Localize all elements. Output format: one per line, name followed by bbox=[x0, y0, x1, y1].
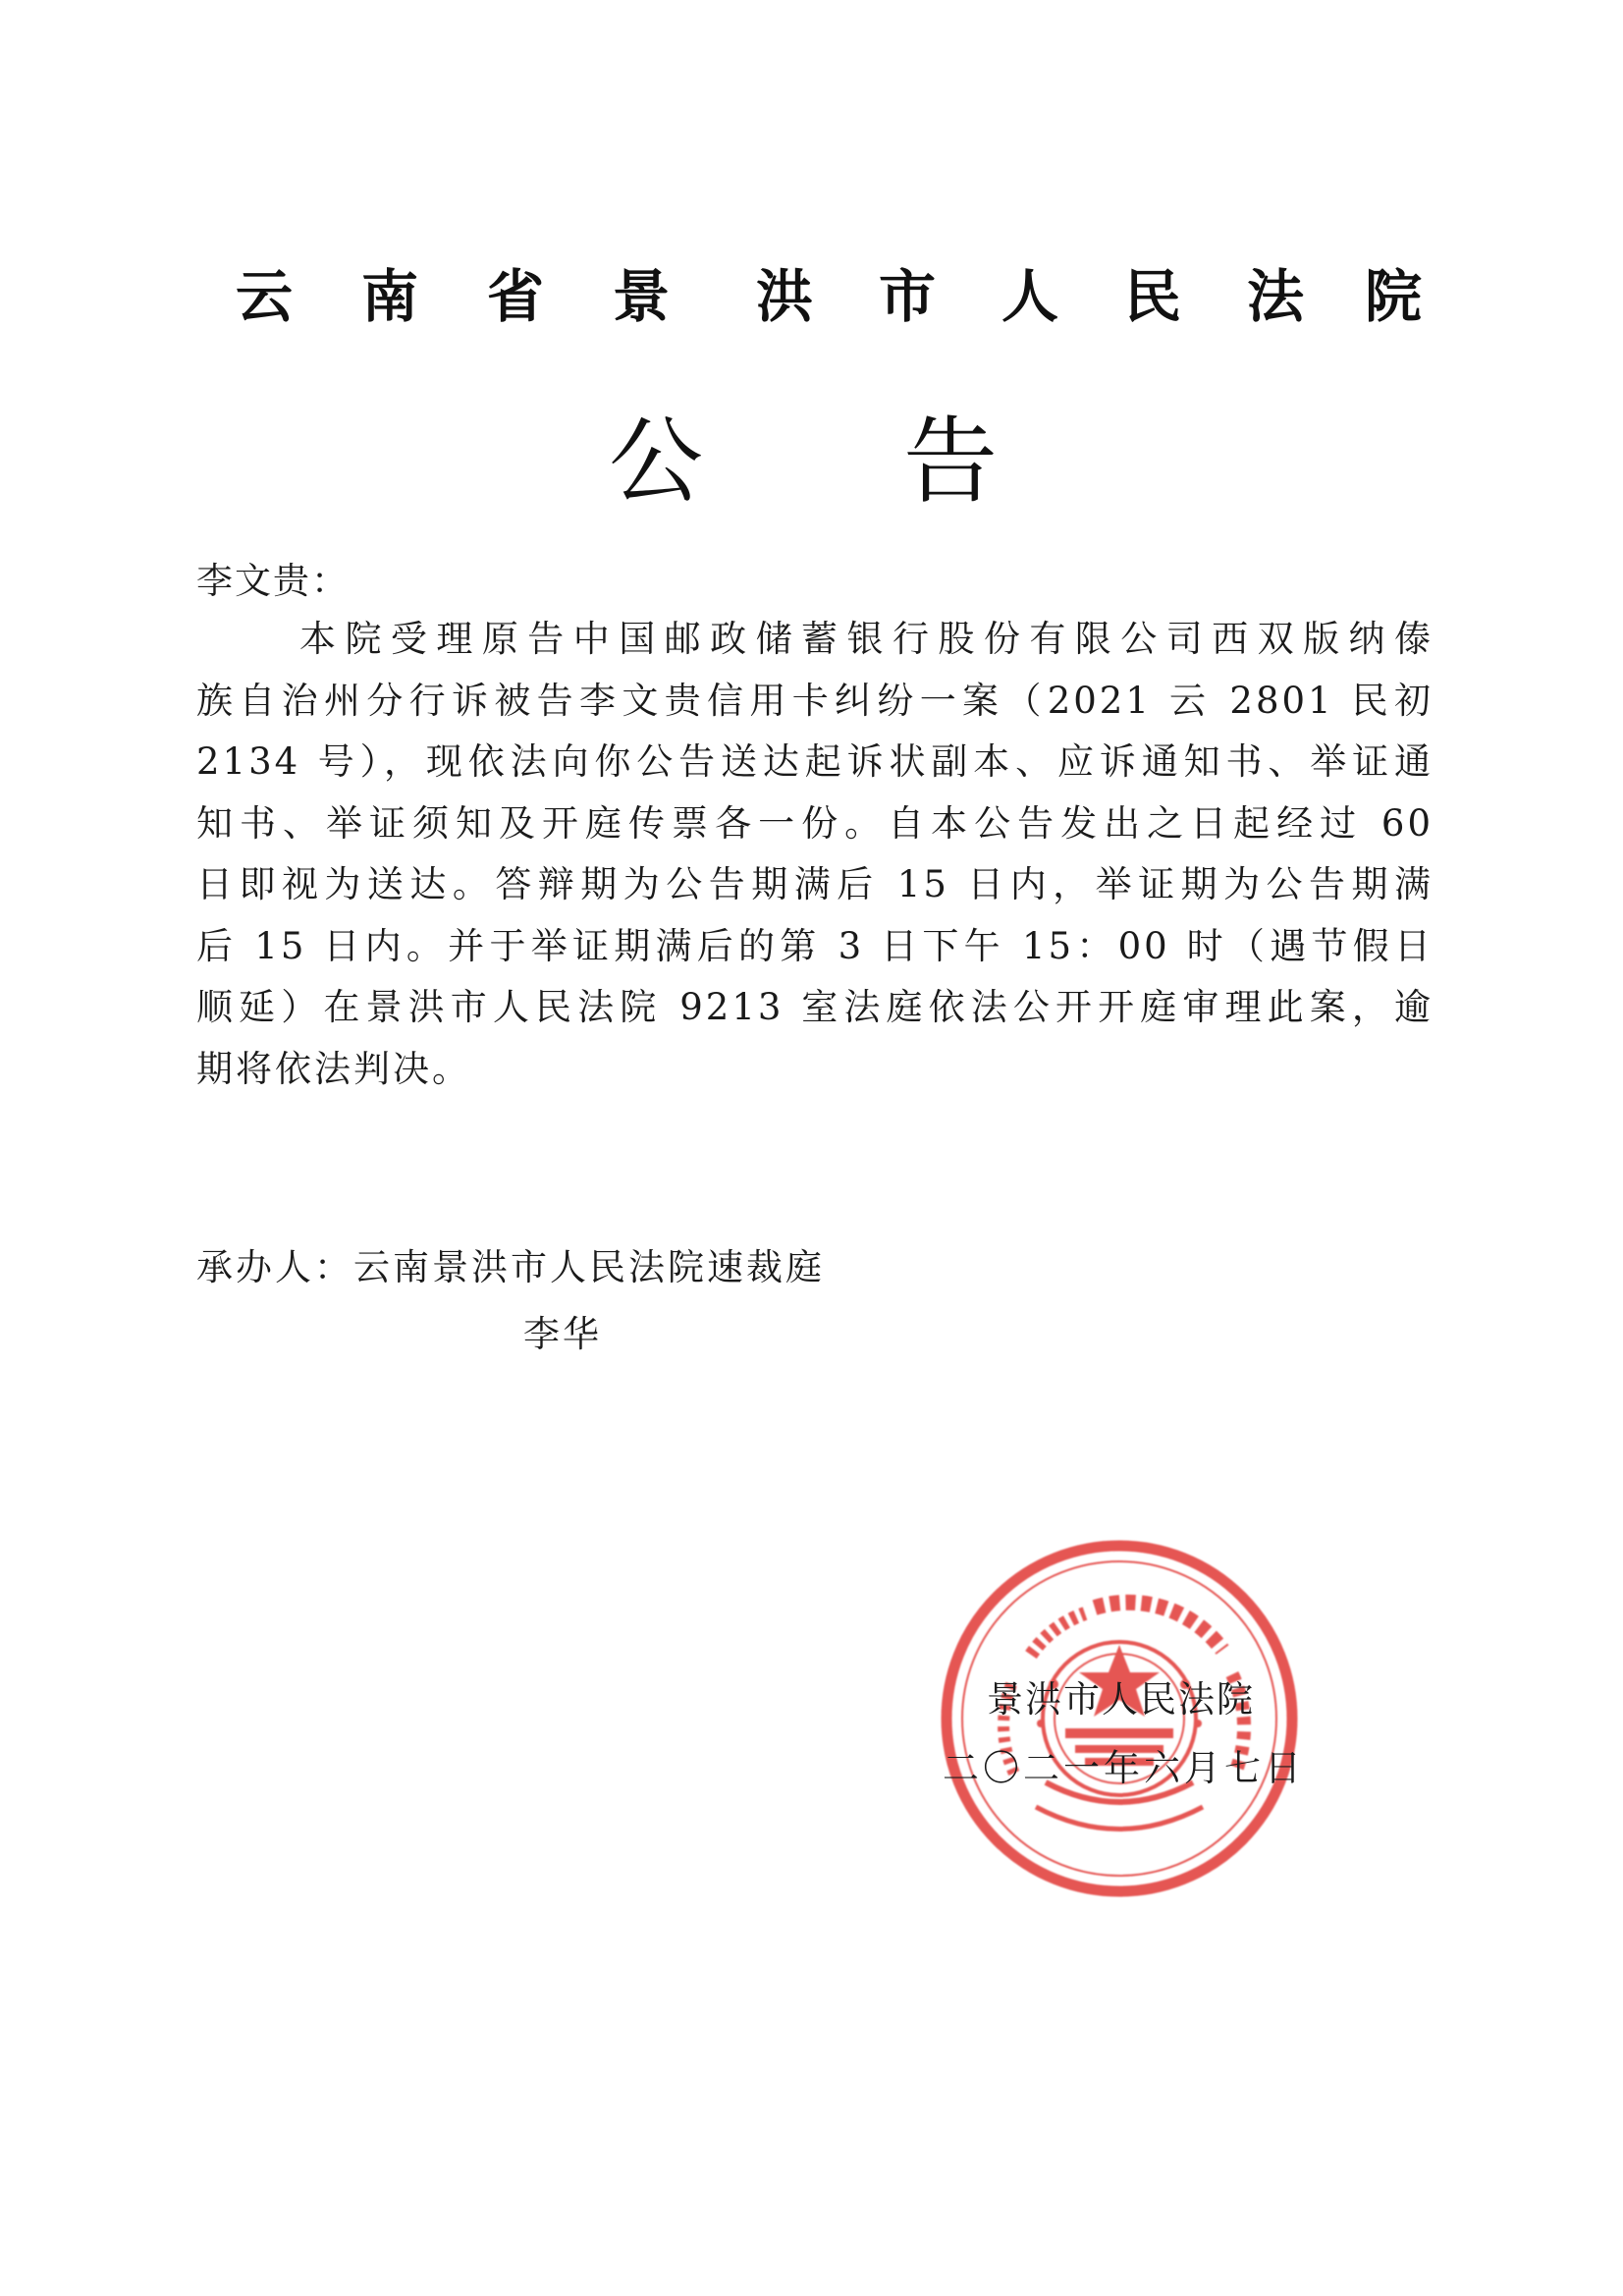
court-name-char: 南 bbox=[361, 263, 419, 330]
notice-body bbox=[196, 609, 1434, 1100]
court-name-char: 民 bbox=[1124, 263, 1182, 330]
body-line: 顺延）在景洪市人民法院 9213 室法庭依法公开开庭审理此案，逾 bbox=[196, 986, 1434, 1028]
signature-court: 景洪市人民法院 bbox=[987, 1678, 1255, 1721]
court-name-heading bbox=[236, 257, 1423, 336]
court-name-char: 省 bbox=[487, 263, 545, 330]
signature-date: 二〇二一年六月七日 bbox=[943, 1747, 1305, 1789]
notice-title-char: 告 bbox=[903, 407, 998, 517]
handler-label: 承办人：云南景洪市人民法院速裁庭 bbox=[196, 1246, 825, 1288]
court-name-char: 洪 bbox=[756, 263, 814, 330]
court-name-char: 景 bbox=[613, 263, 671, 330]
addressee: 李文贵： bbox=[196, 560, 350, 602]
court-name-char: 法 bbox=[1247, 263, 1305, 330]
notice-title-char: 公 bbox=[609, 407, 703, 517]
court-name-char: 人 bbox=[1001, 263, 1059, 330]
body-line: 知书、举证须知及开庭传票各一份。自本公告发出之日起经过 60 bbox=[196, 801, 1434, 845]
body-line: 本院受理原告中国邮政储蓄银行股份有限公司西双版纳傣 bbox=[299, 618, 1434, 660]
body-line: 期将依法判决。 bbox=[196, 1047, 471, 1090]
handler-name: 李华 bbox=[523, 1313, 602, 1355]
body-line: 2134 号），现依法向你公告送达起诉状副本、应诉通知书、举证通 bbox=[196, 740, 1434, 783]
court-name-char: 市 bbox=[879, 263, 937, 330]
court-name-char: 院 bbox=[1365, 263, 1423, 330]
body-line: 日即视为送达。答辩期为公告期满后 15 日内，举证期为公告期满 bbox=[196, 863, 1434, 905]
body-line: 族自治州分行诉被告李文贵信用卡纠纷一案（2021 云 2801 民初 bbox=[196, 679, 1434, 722]
body-line: 后 15 日内。并于举证期满后的第 3 日下午 15：00 时（遇节假日 bbox=[196, 924, 1434, 967]
court-name-char: 云 bbox=[236, 263, 294, 330]
notice-title bbox=[589, 403, 1080, 520]
